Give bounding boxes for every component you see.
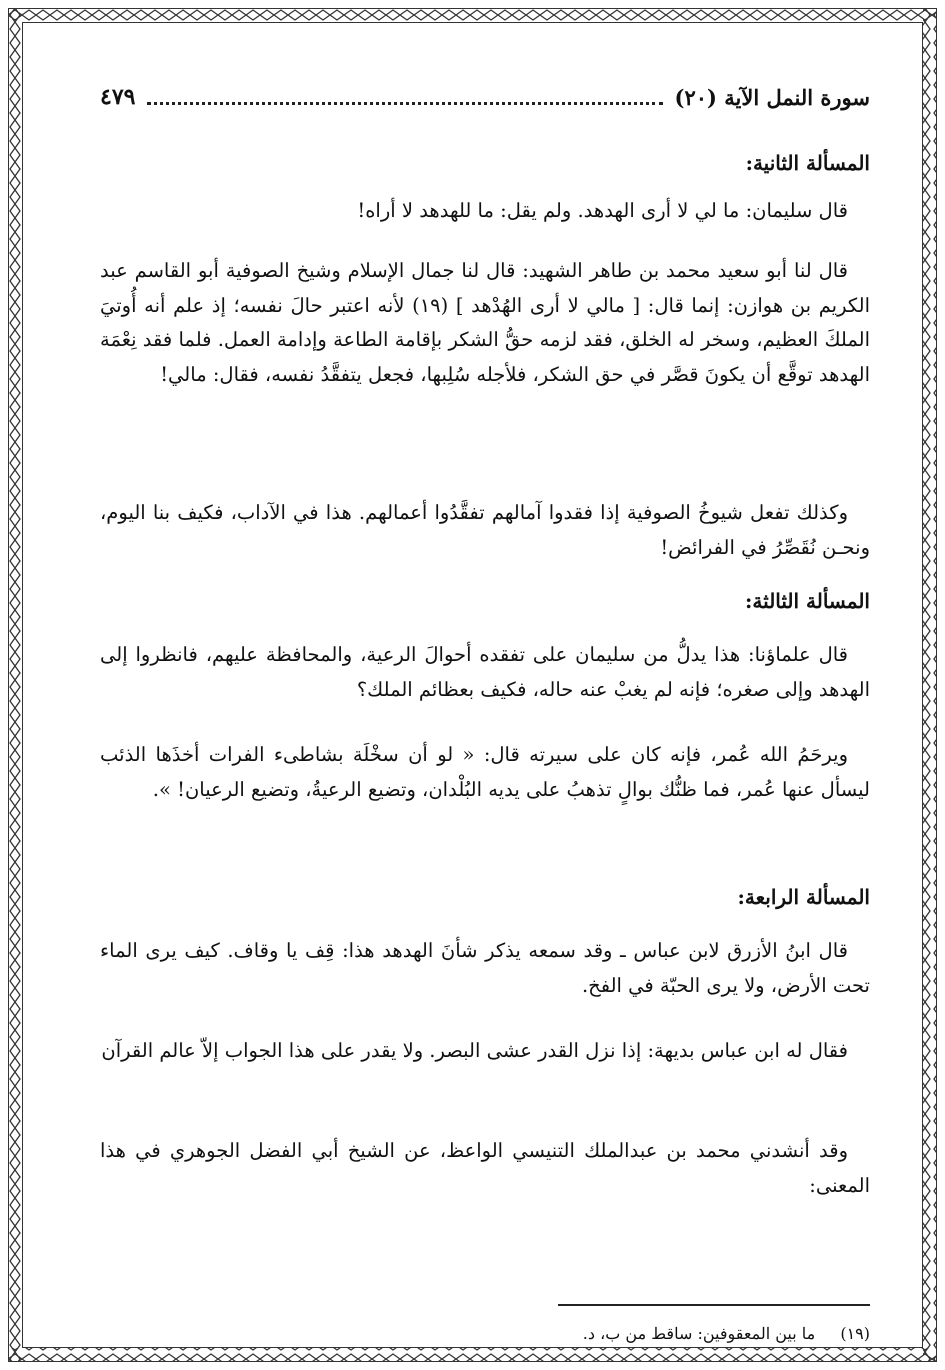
paragraph: قال ابنُ الأزرق لابن عباس ـ وقد سمعه يذكر شأنَ الهدهد هذا: قِف يا وقاف. كيف يرى الماء تحت الأرض، ولا يرى الحبّة في الفخ. (100, 939, 870, 997)
paragraph: ويرحَمُ الله عُمر، فإنه كان على سيرته قال: « لو أن سخْلَة بشاطىء الفرات أخذَها الذئب ليسأل عنها عُمر، فما ظنُّك بوالٍ تذهبُ على يديه البُلْدان، وتضيع الرعيةُ، وتضيع الرعيان! ». (100, 743, 870, 801)
footnote (583, 1322, 870, 1346)
paragraph: قال سليمان: ما لي لا أرى الهدهد. ولم يقل: ما للهدهد لا أراه! (357, 199, 848, 222)
footnote-text: ما بين المعقوفين: ساقط من ب، د. (582, 1324, 816, 1343)
footnote-number: (١٩) (840, 1324, 870, 1343)
section-heading-second-issue: المسألة الثانية: (745, 151, 870, 175)
paragraph: قال علماؤنا: هذا يدلُّ من سليمان على تفقده أحوالَ الرعية، والمحافظة عليهم، فانظروا إلى الهدهد وإلى صغره؛ فإنه لم يغبْ عنه حاله، فكيف بعظائم الملك؟ (100, 643, 870, 701)
section-heading-fourth-issue: المسألة الرابعة: (737, 885, 870, 909)
paragraph: وقد أنشدني محمد بن عبدالملك التنيسي الواعظ، عن الشيخ أبي الفضل الجوهري في هذا المعنى: (100, 1139, 870, 1197)
footnote-separator (558, 1304, 870, 1306)
paragraph: وكذلك تفعل شيوخُ الصوفية إذا فقدوا آمالهم تفقَّدُوا أعمالهم. هذا في الآداب، فكيف بنا اليوم، ونحـن نُقَصِّرُ في الفرائض! (100, 501, 870, 559)
header-title: سورة النمل الآية (٢٠) (674, 84, 870, 110)
running-header (100, 80, 870, 114)
book-page (100, 70, 870, 1343)
paragraph: قال لنا أبو سعيد محمد بن طاهر الشهيد: قال لنا جمال الإسلام وشيخ الصوفية أبو القاسم عبد الكريم بن هوازن: إنما قال: [ مالي لا أرى الهُدْهد ] (١٩) لأنه اعتبر حالَ نفسه؛ إذ علم أنه أُوتيَ الملكَ العظيم، وسخر له الخلق، فقد لزمه حقُّ الشكر بإقامة الطاعة وإدامة العمل. فلما فقد نِعْمَة الهدهد توقَّع أن يكونَ قصَّر في حق الشكر، فلأجله سُلِبها، فجعل يتفقَّدُ نفسه، فقال: مالي! (100, 259, 870, 386)
section-heading-third-issue: المسألة الثالثة: (745, 589, 870, 613)
paragraph: فقال له ابن عباس بديهة: إذا نزل القدر عشى البصر. ولا يقدر على هذا الجواب إلاّ عالم القرآن (101, 1039, 848, 1062)
page-number: ٤٧٩ (100, 84, 136, 110)
header-dot-leader (147, 102, 662, 105)
